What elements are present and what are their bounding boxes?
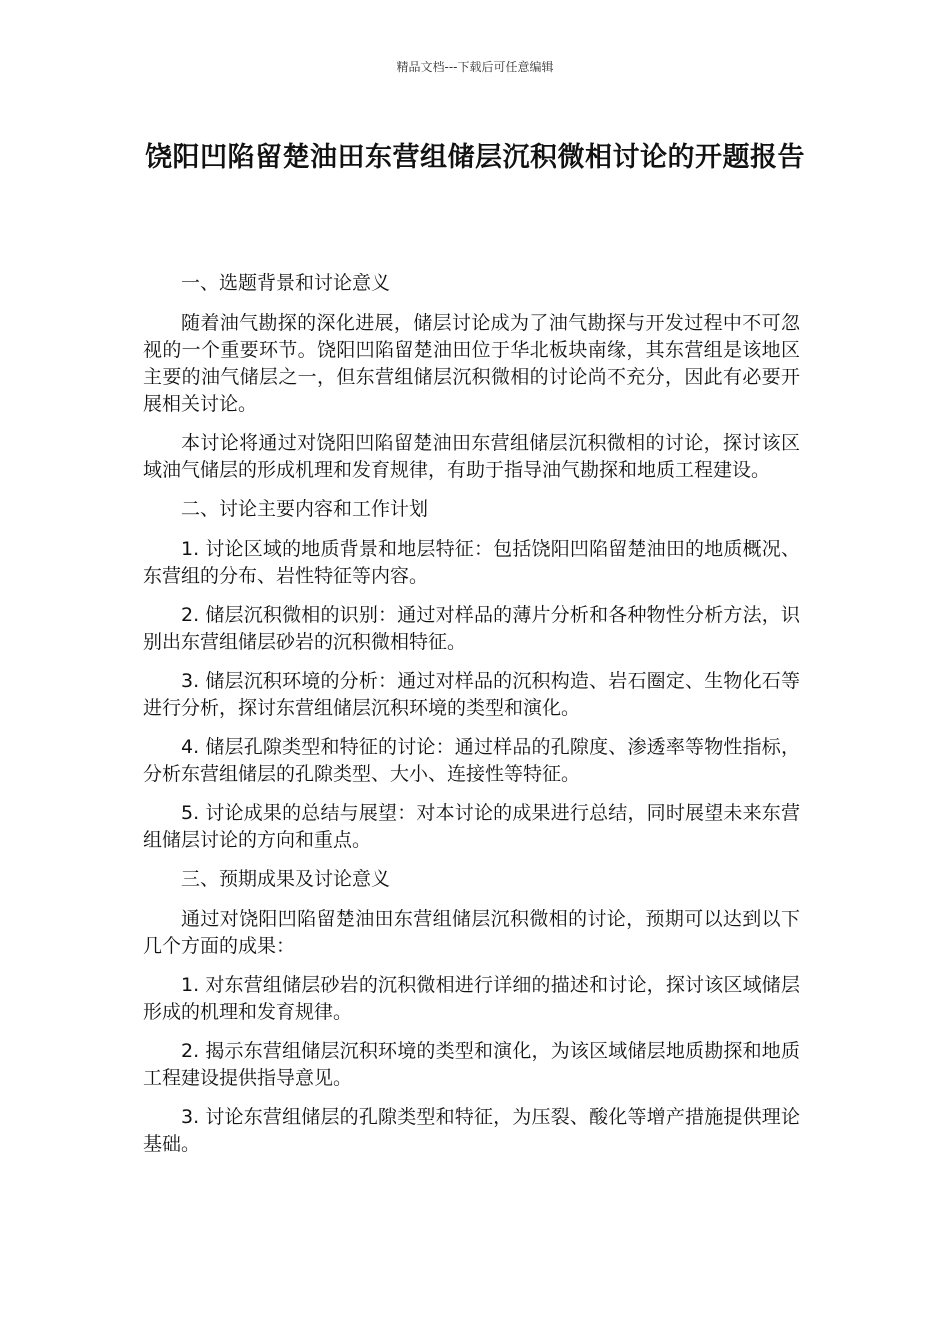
list-item: 2. 揭示东营组储层沉积环境的类型和演化，为该区域储层地质勘探和地质工程建设提供指导意见。 [143,1040,800,1089]
section-heading-2: 二、讨论主要内容和工作计划 [181,498,429,520]
paragraph: 通过对饶阳凹陷留楚油田东营组储层沉积微相的讨论，预期可以达到以下几个方面的成果： [143,908,800,957]
list-item: 1. 对东营组储层砂岩的沉积微相进行详细的描述和讨论，探讨该区域储层形成的机理和发育规律。 [143,974,800,1023]
list-item: 3. 储层沉积环境的分析：通过对样品的沉积构造、岩石圈定、生物化石等进行分析，探讨东营组储层沉积环境的类型和演化。 [143,670,800,719]
section-heading-1: 一、选题背景和讨论意义 [181,272,391,294]
paragraph: 随着油气勘探的深化进展，储层讨论成为了油气勘探与开发过程中不可忽视的一个重要环节。饶阳凹陷留楚油田位于华北板块南缘，其东营组是该地区主要的油气储层之一，但东营组储层沉积微相的讨论尚不充分，因此有必要开展相关讨论。 [143,312,800,415]
section-heading-3: 三、预期成果及讨论意义 [181,868,391,890]
list-item: 3. 讨论东营组储层的孔隙类型和特征，为压裂、酸化等增产措施提供理论基础。 [143,1106,800,1155]
header-note: 精品文档---下载后可任意编辑 [396,60,554,74]
list-item: 5. 讨论成果的总结与展望：对本讨论的成果进行总结，同时展望未来东营组储层讨论的方向和重点。 [143,802,800,851]
paragraph: 本讨论将通过对饶阳凹陷留楚油田东营组储层沉积微相的讨论，探讨该区域油气储层的形成机理和发育规律，有助于指导油气勘探和地质工程建设。 [143,432,800,481]
list-item: 2. 储层沉积微相的识别：通过对样品的薄片分析和各种物性分析方法，识别出东营组储层砂岩的沉积微相特征。 [143,604,800,653]
list-item: 4. 储层孔隙类型和特征的讨论：通过样品的孔隙度、渗透率等物性指标，分析东营组储层的孔隙类型、大小、连接性等特征。 [143,736,800,785]
document-title: 饶阳凹陷留楚油田东营组储层沉积微相讨论的开题报告 [145,142,805,173]
document-body [143,270,800,1170]
list-item: 1. 讨论区域的地质背景和地层特征：包括饶阳凹陷留楚油田的地质概况、东营组的分布、岩性特征等内容。 [143,538,800,587]
